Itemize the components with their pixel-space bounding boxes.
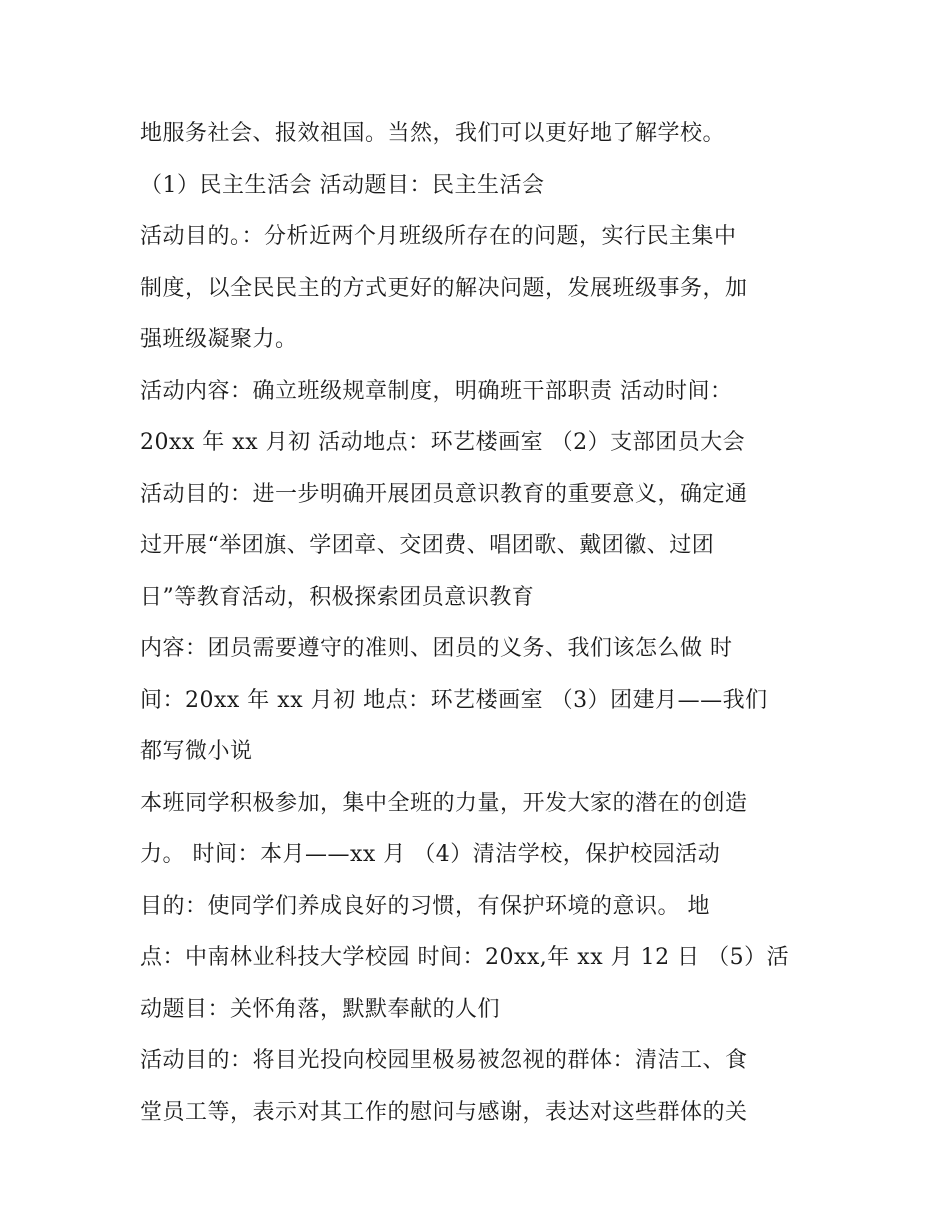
text-line: （1）民主生活会 活动题目：民主生活会 bbox=[140, 172, 545, 198]
text-line: 制度，以全民民主的方式更好的解决问题，发展班级事务，加 bbox=[140, 275, 748, 301]
text-line: 内容：团员需要遵守的准则、团员的义务、我们该怎么做 时 bbox=[140, 636, 733, 661]
text-line: 力。 时间：本月——xx 月 （4）清洁学校，保护校园活动 bbox=[140, 842, 721, 867]
text-line: 活动目的。：分析近两个月班级所存在的问题，实行民主集中 bbox=[140, 224, 737, 249]
text-line: 间：20xx 年 xx 月初 地点：环艺楼画室 （3）团建月——我们 bbox=[140, 687, 768, 713]
text-line: 过开展“举团旗、学团章、交团费、唱团歌、戴团徽、过团 bbox=[140, 533, 715, 558]
text-line: 活动目的：进一步明确开展团员意识教育的重要意义，确定通 bbox=[140, 481, 748, 507]
text-line: 都写微小说 bbox=[140, 739, 253, 764]
text-line: 堂员工等，表示对其工作的慰问与感谢，表达对这些群体的关 bbox=[140, 1099, 748, 1125]
text-line: 动题目：关怀角落，默默奉献的人们 bbox=[140, 996, 501, 1022]
text-line: 活动内容：确立班级规章制度，明确班干部职责 活动时间： bbox=[140, 378, 733, 404]
text-line: 点：中南林业科技大学校园 时间：20xx,年 xx 月 12 日 （5）活 bbox=[140, 945, 790, 970]
text-line: 活动目的：将目光投向校园里极易被忽视的群体：清洁工、食 bbox=[140, 1048, 748, 1073]
text-line: 地服务社会、报效祖国。当然，我们可以更好地了解学校。 bbox=[140, 121, 726, 146]
text-line: 20xx 年 xx 月初 活动地点：环艺楼画室 （2）支部团员大会 bbox=[140, 430, 746, 455]
text-line: 日”等教育活动，积极探索团员意识教育 bbox=[140, 584, 535, 610]
text-line: 目的：使同学们养成良好的习惯，有保护环境的意识。 地 bbox=[140, 893, 710, 919]
document-body bbox=[140, 108, 820, 1138]
text-line: 本班同学积极参加，集中全班的力量，开发大家的潜在的创造 bbox=[140, 790, 748, 816]
text-line: 强班级凝聚力。 bbox=[140, 327, 298, 352]
